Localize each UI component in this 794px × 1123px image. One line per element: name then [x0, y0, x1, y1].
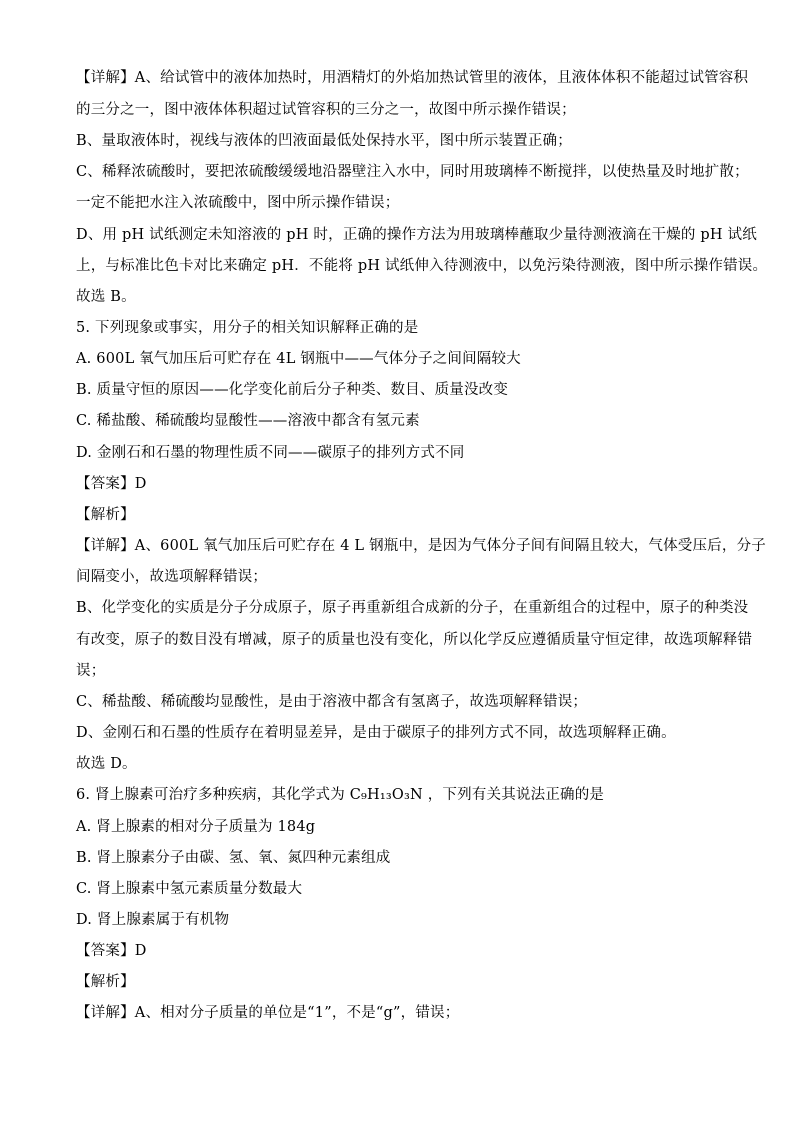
text-line: C、稀盐酸、稀硫酸均显酸性，是由于溶液中都含有氢离子，故选项解释错误； — [76, 694, 588, 710]
text-line: D、金刚石和石墨的性质存在着明显差异，是由于碳原子的排列方式不同，故选项解释正确。 — [76, 725, 676, 741]
text-line: 【详解】A、相对分子质量的单位是“1”，不是“g”，错误； — [76, 1005, 460, 1021]
text-line: 【详解】A、给试管中的液体加热时，用酒精灯的外焰加热试管里的液体，且液体体积不能超过试管容积 — [76, 70, 749, 86]
analysis-label: 【解析】 — [76, 507, 135, 523]
text-line: 间隔变小，故选项解释错误； — [76, 569, 268, 585]
text-line: D、用 pH 试纸测定未知溶液的 pH 时，正确的操作方法为用玻璃棒蘸取少量待测液滴在干燥的 pH 试纸 — [76, 227, 757, 243]
text-line: 故选 D。 — [76, 756, 137, 772]
text-line: B、量取液体时，视线与液体的凹液面最低处保持水平，图中所示装置正确； — [76, 133, 572, 149]
text-line: 故选 B。 — [76, 289, 136, 305]
question-stem: 6. 肾上腺素可治疗多种疾病，其化学式为 C₉H₁₃O₃N ，下列有关其说法正确的是 — [76, 787, 605, 803]
text-line: 【详解】A、600L 氧气加压后可贮存在 4 L 钢瓶中，是因为气体分子间有间隔且较大，气体受压后，分子 — [76, 538, 766, 554]
option-d: D. 金刚石和石墨的物理性质不同——碳原子的排列方式不同 — [76, 445, 465, 461]
text-line: C、稀释浓硫酸时，要把浓硫酸缓缓地沿器壁注入水中，同时用玻璃棒不断搅拌，以使热量及时地扩散； — [76, 164, 749, 180]
text-line: 上，与标准比色卡对比来确定 pH．不能将 pH 试纸伸入待测液中，以免污染待测液，图中所示操作错误。 — [76, 258, 768, 274]
text-line: 有改变，原子的数目没有增减，原子的质量也没有变化，所以化学反应遵循质量守恒定律，故选项解释错 — [76, 632, 753, 648]
option-a: A. 600L 氧气加压后可贮存在 4L 钢瓶中——气体分子之间间隔较大 — [76, 351, 521, 367]
option-c: C. 肾上腺素中氢元素质量分数最大 — [76, 881, 303, 897]
option-c: C. 稀盐酸、稀硫酸均显酸性——溶液中都含有氢元素 — [76, 413, 420, 429]
analysis-label: 【解析】 — [76, 974, 135, 990]
text-line: B、化学变化的实质是分子分成原子，原子再重新组合成新的分子，在重新组合的过程中，原子的种类没 — [76, 600, 749, 616]
option-b: B. 质量守恒的原因——化学变化前后分子种类、数目、质量没改变 — [76, 382, 509, 398]
option-b: B. 肾上腺素分子由碳、氢、氧、氮四种元素组成 — [76, 850, 391, 866]
option-a: A. 肾上腺素的相对分子质量为 184g — [76, 819, 316, 835]
answer-label: 【答案】D — [76, 943, 147, 959]
text-line: 一定不能把水注入浓硫酸中，图中所示操作错误； — [76, 195, 400, 211]
question-stem: 5. 下列现象或事实，用分子的相关知识解释正确的是 — [76, 320, 419, 336]
text-line: 误； — [76, 663, 106, 679]
answer-label: 【答案】D — [76, 476, 147, 492]
text-line: 的三分之一，图中液体体积超过试管容积的三分之一，故图中所示操作错误； — [76, 102, 576, 118]
option-d: D. 肾上腺素属于有机物 — [76, 912, 230, 928]
